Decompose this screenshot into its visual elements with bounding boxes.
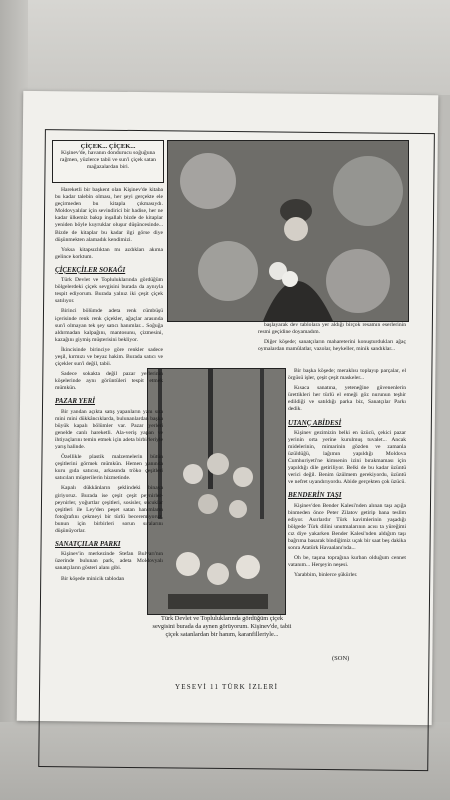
left-column [55,187,163,586]
left-p6: Bir yandan açıkta satış yapanların yanı sıra mini mini dükkâncıklarda, bulunanlardan başka büyük kapalı bölümler var. Pazar yerleri genelde canlı hareketli. Ala-veriş yapan ve ihtiyaçlarını temin etmek için adeta birbirleriyle yarış halinde. [55,408,163,450]
right-p8: Yarabbim, binlerce şükürler. [294,572,358,579]
end-mark: (SON) [332,655,350,662]
flower-seller-photo [167,140,409,322]
right-column-top [258,322,406,356]
right-column [288,368,406,582]
table-surface-top [0,0,450,95]
left-p1: Hareketli bir başkent olan Kişinev'de kitaba bu kadar talebin olması, her şeyi gerçekte ele geçirmeden bu kitapla çıkmasıydı. Moldovyalılar için sevindirici bir hadise, her ne kadar ülkemiz bakıp inşallah bizde de kitaplar yeniden böyle kuyruklar oluşur düşüncesinde... Bizde de kitaplar bu kadar ilgi görse diye düşünmekten alamadık kendimizi. [55,187,163,243]
art-park-photo [147,368,286,615]
intro-text: Kişinev'de, havanın dondurucu soğuğuna rağmen, yüzlerce tabii ve sun'i çiçek satan mağazalardan biri. [60,150,156,170]
heading-utanc: UTANÇ ABİDESİ [288,418,342,427]
right-p7: Oh be, taşına toprağına kurban olduğum cennet vatanım... Herşeyin neşesi. [288,555,406,569]
right-p1: başlayarak dev tablolara yer aldığı birçok resamın eserlerinin resmi geçidine doyamadım. [258,322,406,336]
flower-seller-illustration [168,141,408,321]
heading-benderin: BENDERİN TAŞI [288,491,342,500]
left-p4: İkincisinde birinciye göre renkler sadece yeşil, kırmızı ve beyaz hakim. Burada satıcı ve çiçekler sun'i değil, tabii. [55,346,163,368]
left-p1b: Yoksa kitapsızlıktan mı azdıkları akıma gelince korktum. [55,246,163,260]
left-p9: Kişinev'in merkezinde Stefan Bulvarı'nın üzerinde bulunan park, adeta Moldovyalı sanatçıların gösteri alanı gibi. [55,551,163,572]
intro-title: ÇİÇEK... ÇİÇEK... [80,143,136,150]
left-p2: Türk Devlet ve Topluluklarında gördüğüm bölgelerdeki çiçek sevgisini burada da aynıyla tespit ediyorum. Burada yalnız iki çeşit çiçek satılıyor. [55,277,163,305]
left-p7: Özellikle plastik malzemelerin bütün çeşitlerini görmek mümkün. Hemen yanında kuru gıda satıcısı, arkasında tröko çeşitleri satıcıları müşterilerin hizmetinde. [55,454,163,482]
wooden-masks-illustration [148,369,285,614]
left-p10: Bir köşede minicik tablodan [61,575,125,582]
right-p3: Bir başka köşede; meraklısı toplayıp parçalar, el örgüsü işler, çeşit çeşit maskeler... [288,368,406,382]
left-p5: Sadece sokakta değil pazar yerlerinin köşelerinde aynı görüntüleri tespit etmek mümkün. [55,371,163,392]
intro-box [52,140,164,183]
right-p2: Diğer köşede; sanatçıların mahareterini konuşturdukları ağaç oymalardan mamûlatlar, vazolar, heykeller, minik sandıklar... [258,339,406,353]
left-p8: Kapalı dükkânların şeklindeki binaya giriyoruz. Burada ise çeşit çeşit peynirler-peynirler, yoğurtlar çeşitleri, sosisler, sucuklar çeşitleri ile Ley'den peşet satan hanımların fotoğrafını çekmeyi bir türlü beceremiyoruz, bunun için birbirleri sorun sıralarını düşünüyorlar. [55,485,163,535]
heading-pazar: PAZAR YERİ [55,397,96,406]
page-footer: YESEVİ 11 TÜRK İZLERİ [175,683,279,691]
right-p4: Kısaca sanatına, yeteneğine güvenenlerin ürettikleri her türlü el emeği göz nurunun teşhir edildiği ve satıldığı parka biz, Sanatçılar Parkı dedik. [288,385,406,413]
photo-caption: Türk Devlet ve Topluluklarında gördüğüm çiçek sevgisini burada da aynen görüyorum. Kişinev'de, tabii çiçek satanlardan bir hanım, karanfilleriyle... [152,615,292,638]
left-p3: Birinci bölümde adeta renk cümbüşü içerisinde renk renk çiçekler, ağaçlar arasında sun'i olmayan tek şey satıcı hanımlar... Soğuğa aldırmadan kalpağını, mantosunu, çizmesini, kazağını giymiş müşterisini bekliyor. [55,308,163,343]
heading-cicekciler: ÇİÇEKÇİLER SOKAĞI [55,265,126,274]
right-p5: Kişinev gezimizin belki en üzücü, çekici pazar yerinin orta yerine kurulmuş tuvalet... Ancak midelerinin, mimarinin gözden ve zamanla üzüldüğü, lağımın yapıldığı Moldova Cumhuriyeti'ne kimsenin izini bırakmaması için yapıldığı dile getiriliyor. Belki de bu kadar üzüntü verici değil. Benim üzülmem gerekiyordu, üzüntü ve nefret uyandırıyordu. Abide gerçekten çok üzücü. [288,429,406,486]
right-p6: Kişinev'den Bender Kalesi'nden alınan taşı açığa binmeden önce Peter Zilatov getirip bana teslim ediyor. Asırlardır Türk kavimlerinin yaşadığı bölgede Türk dilini unutmalarının acısı ta yüreğimi cız diye yakarken Bender Kalesi'nden aldığım taşı bağrıma basarak bindiğimiz uçak bir saat beş dakika sonra Atatürk Havaalanı'nda... [288,502,406,552]
heading-sanatcilar: SANATÇILAR PARKI [55,540,121,549]
